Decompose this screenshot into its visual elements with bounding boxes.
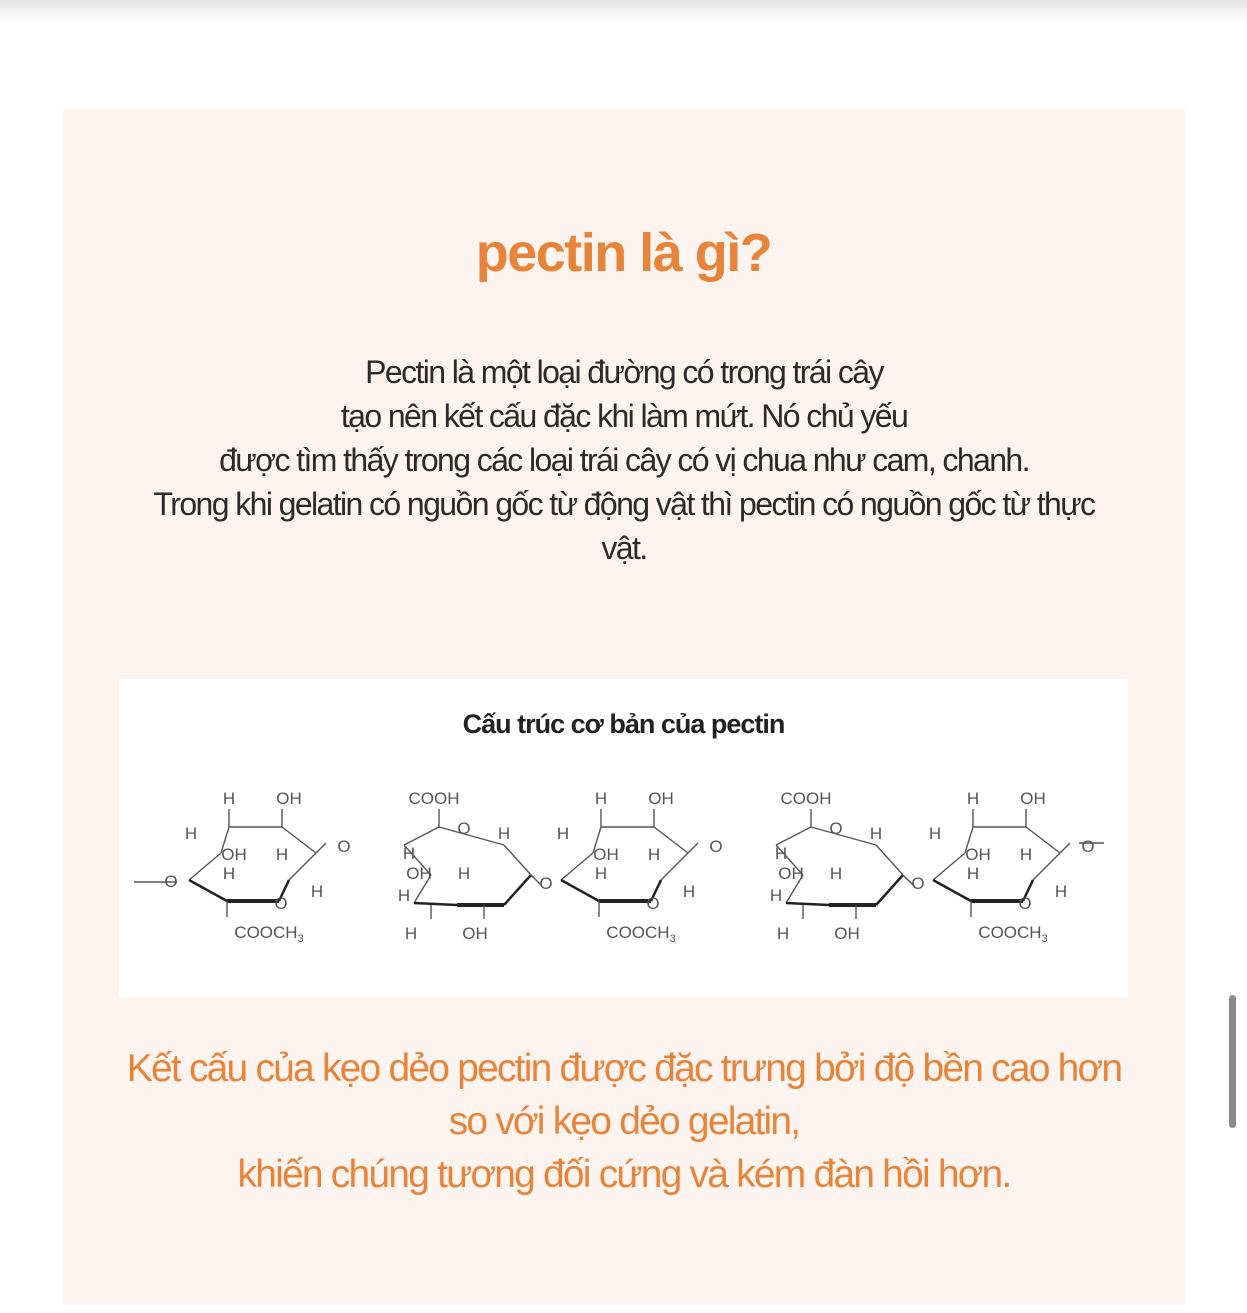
bond [876, 845, 903, 875]
atom-label: H [556, 824, 570, 843]
atom-label: O [911, 874, 925, 893]
bond [414, 903, 457, 905]
figure-title: Cấu trúc cơ bản của pectin [462, 709, 785, 739]
atom-label: H [404, 924, 418, 943]
atom-label: H [682, 882, 696, 901]
atom-label: H [457, 864, 471, 883]
atom-label: H [647, 845, 661, 864]
atom-label: H [869, 824, 883, 843]
atom-label: H [928, 824, 942, 843]
conclusion-line: so với kẹo dẻo gelatin, [448, 1100, 800, 1143]
bond [504, 845, 531, 875]
bond [776, 827, 811, 845]
conclusion-line: khiến chúng tương đối cứng và kém đàn hồi hơn. [237, 1153, 1011, 1196]
atom-label: OH [965, 845, 991, 864]
bond [1060, 843, 1070, 853]
atom-label: H [222, 789, 236, 808]
vertical-scrollbar[interactable] [1229, 995, 1236, 1128]
atom-label: O [457, 819, 471, 838]
pectin-structure-figure [119, 679, 1128, 997]
atom-label: OH [648, 789, 674, 808]
atom-label: OH [406, 864, 432, 883]
bond [811, 827, 876, 845]
atom-label: H [497, 824, 511, 843]
bond [316, 843, 326, 853]
atom-label: $COOCH_3$ [978, 923, 1048, 945]
intro-paragraph [63, 350, 1185, 570]
bond [504, 875, 531, 905]
bond [189, 880, 227, 901]
atom-label: COOH [780, 789, 832, 808]
molecule-chain [134, 789, 1104, 945]
atom-label: H [1054, 882, 1068, 901]
bond [189, 853, 221, 880]
atom-label: H [397, 886, 411, 905]
atom-label: COOH [408, 789, 460, 808]
bond [933, 853, 965, 880]
atom-label: H [402, 844, 416, 863]
atom-label: OH [221, 845, 247, 864]
atom-label: O [1081, 837, 1095, 856]
atom-label: H [966, 864, 980, 883]
atom-label: H [829, 864, 843, 883]
atom-label: H [310, 882, 324, 901]
bond [786, 903, 829, 905]
bond [561, 853, 593, 880]
top-toolbar-shadow [0, 0, 1247, 22]
conclusion-paragraph [63, 1042, 1185, 1201]
atom-label: H [594, 789, 608, 808]
bond [933, 880, 971, 901]
atom-label: OH [462, 924, 488, 943]
atom-label: OH [1020, 789, 1046, 808]
atom-label: O [337, 837, 351, 856]
atom-label: H [184, 824, 198, 843]
atom-label: OH [834, 924, 860, 943]
intro-line: vật. [601, 530, 647, 566]
atom-label: OH [778, 864, 804, 883]
atom-label: $COOCH_3$ [234, 923, 304, 945]
atom-label: H [275, 845, 289, 864]
atom-label: O [274, 894, 288, 913]
atom-label: $COOCH_3$ [606, 923, 676, 945]
atom-label: H [966, 789, 980, 808]
atom-label: O [709, 837, 723, 856]
intro-line: được tìm thấy trong các loại trái cây có vị chua như cam, chanh. [219, 442, 1029, 478]
atom-label: O [1018, 894, 1032, 913]
bond [289, 853, 316, 880]
atom-label: O [646, 894, 660, 913]
intro-line: tạo nên kết cấu đặc khi làm mứt. Nó chủ yếu [340, 398, 908, 434]
bond [1033, 853, 1060, 880]
bond [561, 880, 599, 901]
conclusion-line: Kết cấu của kẹo dẻo pectin được đặc trưng bởi độ bền cao hơn [126, 1047, 1122, 1090]
atom-label: H [1019, 845, 1033, 864]
bond [661, 853, 688, 880]
atom-label: OH [593, 845, 619, 864]
atom-label: H [776, 924, 790, 943]
atom-label: H [222, 864, 236, 883]
intro-line: Trong khi gelatin có nguồn gốc từ động vật thì pectin có nguồn gốc từ thực [153, 486, 1095, 522]
intro-line: Pectin là một loại đường có trong trái cây [365, 354, 883, 390]
atom-label: H [769, 886, 783, 905]
atom-label: H [774, 844, 788, 863]
bond [688, 843, 698, 853]
atom-label: O [164, 872, 178, 891]
bond [404, 827, 439, 845]
atom-label: H [594, 864, 608, 883]
atom-label: OH [276, 789, 302, 808]
page-title: pectin là gì? [475, 223, 772, 283]
bond [876, 875, 903, 905]
atom-label: O [539, 874, 553, 893]
pectin-structure-diagram [119, 679, 1128, 997]
bond [439, 827, 504, 845]
atom-label: O [829, 819, 843, 838]
